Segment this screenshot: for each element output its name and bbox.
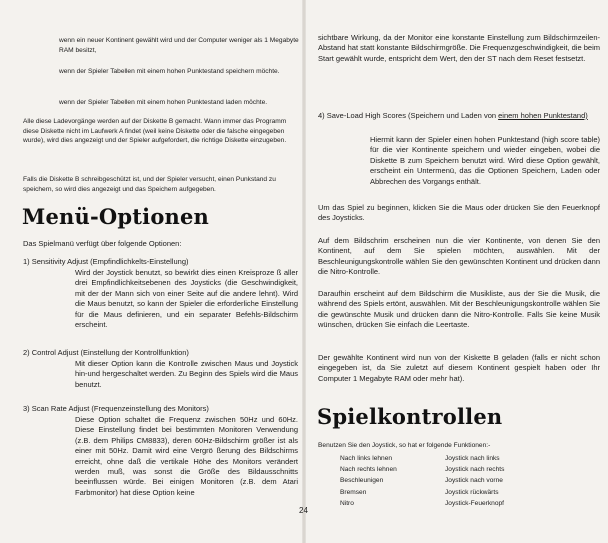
intro-line-1: wenn ein neuer Kontinent gewählt wird und der Computer weniger als 1 Megabyte RAM besitzt, xyxy=(59,37,299,54)
option-4-title-underlined: einem hohen Punktestand) xyxy=(498,111,588,120)
loading-paragraph: Alle diese Ladevorgänge werden auf der Diskette B gemacht. Wann immer das Programm diese Diskette nicht im Laufwerk A findet (weil keine Diskette oder die falsche eingegeben wurde), wird dies angezeigt und der Spieler aufgefordert, die richtige Diskette einzugeben. xyxy=(23,118,287,145)
continents-paragraph: Auf dem Bildschrim erscheinen nun die vier Kontinente, von denen Sie den Kontinent, auf dem Sie spielen möchten, auswählen. Mit der Beschleunigungskontrolle wählen Sie den gewünschten Kontinent und drücken dann die Nitro-Kontrolle. xyxy=(318,236,600,277)
control-action: Bremsen xyxy=(340,488,367,496)
option-2-text: Mit dieser Option kann die Kontrolle zwischen Maus und Joystick hin-und hergeschaltet werden. Zu Beginn des Spiels wird die Maus benutzt. xyxy=(75,359,298,389)
option-3-title: 3) Scan Rate Adjust (Frequenzeinstellung des Monitors) xyxy=(23,404,209,413)
control-input: Joystick-Feuerknopf xyxy=(445,499,504,507)
control-input: Joystick nach links xyxy=(445,455,500,462)
controls-inputs-column xyxy=(445,453,504,509)
option-4-title-prefix: 4) Save-Load High Scores (Speichern und Laden von xyxy=(318,111,499,120)
intro-line-3: wenn der Spieler Tabellen mit einem hohen Punktestand laden möchte. xyxy=(59,99,268,106)
page-number: 24 xyxy=(299,506,308,515)
controls-intro: Benutzen Sie den Joystick, so hat er folgende Funktionen:- xyxy=(318,442,491,449)
menu-intro: Das Spielmanü verfügt über folgende Optionen: xyxy=(23,239,182,248)
loaded-paragraph: Der gewählte Kontinent wird nun von der Kiskette B geladen (falls er nicht schon eingegeben ist, da Sie zuletzt auf diesem Kontinent gespielt haben oder Ihr Computer 1 Megabyte RAM oder mehr hat). xyxy=(318,353,600,383)
option-1-title: 1) Sensitivity Adjust (Empfindlichkelts-Einstellung) xyxy=(23,257,189,266)
right-page xyxy=(304,0,608,543)
intro-line-2: wenn der Spieler Tabellen mit einem hohen Punktestand speichern möchte. xyxy=(59,68,280,75)
control-input: Joystick nach rechts xyxy=(445,466,505,474)
control-action: Nitro xyxy=(340,499,354,507)
controls-actions-column xyxy=(340,453,397,509)
option-2-title: 2) Control Adjust (Einstellung der Kontrollfunktion) xyxy=(23,348,189,357)
control-action: Nach links lehnen xyxy=(340,455,393,462)
option-1-text: Wird der Joystick benutzt, so bewirkt dies einen Kreisproze ß aller drei Empfindlichkeitsebenen des Joysticks (die Geschwindigkeit, mit der der Mann sich von einer Seite auf die andere lehnt). Wird die Maus benutzt, so kann der Spieler die erforderliche Einstellung für die Maus definieren, und ein separater Befehls-Bildschirm erscheint. xyxy=(75,268,298,330)
menu-options-heading: Menü-Optionen xyxy=(22,204,210,229)
option-3-continuation: sichtbare Wirkung, da der Monitor eine konstante Einstellung zum Bildschirmzeilen-Abstand hat statt konstante Bildschirmgröße. Die Frequenzgeschwindigkeit, die beim Start gewählt wurde, entspricht dem Wert, den der ST nach dem Reset festsetzt. xyxy=(318,33,600,63)
start-paragraph: Um das Spiel zu beginnen, klicken Sie die Maus oder drücken Sie den Feuerknopf des Joysticks. xyxy=(318,203,600,223)
option-3-text: Diese Option schaltet die Frequenz zwischen 50Hz und 60Hz. Diese Einstellung findet bei bestimmten Monitoren Verwendung (z.B. dem Philips CM8833), deren 60Hz-Bildschirm größer ist als einer mit 50Hz. Damit wird eine Vergrö ßerung des Bildschirms erreicht, ohne daß die vertikale Höhe des Monitors verändert werden muß, was sonst die Größe des Bildausschnitts beeinflussen würde. Bei einigen Monitoren (z.B. dem Atari Farbmonitor) hat diese Option keine xyxy=(75,415,298,497)
write-protect-paragraph: Falls die Diskette B schreibgeschützt ist, und der Spieler versucht, einen Punkstand zu speichern, so wird dies angezeigt und das Speichern aufgegeben. xyxy=(23,176,276,193)
control-input: Joystick nach vorne xyxy=(445,477,503,485)
control-action: Nach rechts lehnen xyxy=(340,466,397,474)
option-4-title xyxy=(318,111,600,121)
control-input: Joystick rückwärts xyxy=(445,488,499,496)
control-action: Beschleunigen xyxy=(340,477,384,485)
option-4-text: Hiermit kann der Spieler einen hohen Punktestand (high score table) für die vier Kontinente speichern und wieder eingeben, wobei die Diskette B zum Speichern benutzt wird. Wird diese Option gewählt, erscheint ein Untermenü, das die Optionen Speichern, Laden oder Abbrechen des Vorgangs enthält. xyxy=(370,135,600,186)
music-paragraph: Daraufhin erscheint auf dem Bildschirm die Musikliste, aus der Sie die Musik, die während des Spiels ertönt, auswählen. Mit der Beschleunigungskontrolle wählen Sie die gewünschte Musik und drücken dann die Nitro-Kontrolle. Falls Sie keine Musik wünschen, drücken Sie einfach die Leertaste. xyxy=(318,289,600,330)
game-controls-heading: Spielkontrollen xyxy=(317,404,503,429)
